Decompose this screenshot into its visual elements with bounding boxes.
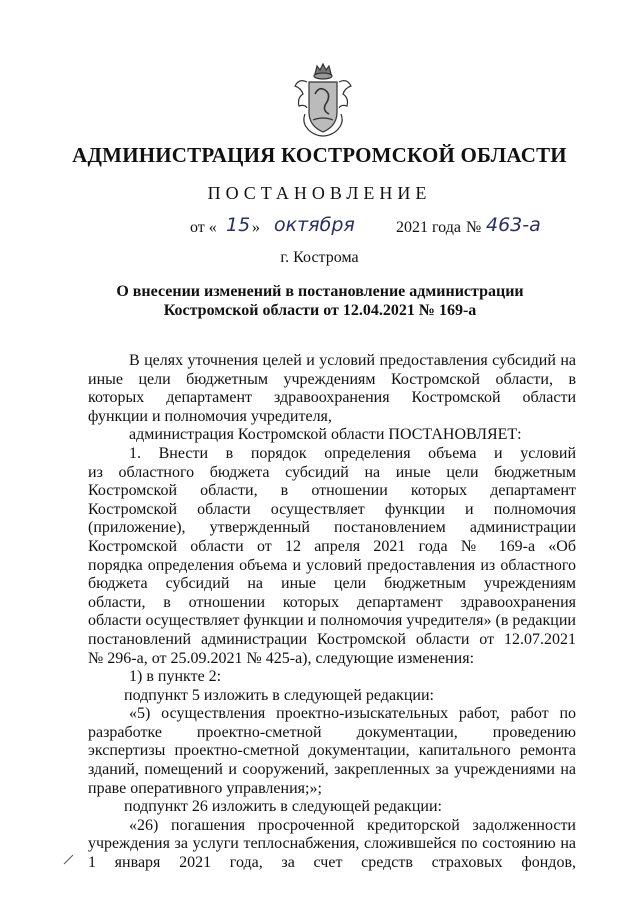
- body-line: учреждения за услуги теплоснабжения, сложившейся по состоянию на: [88, 835, 576, 853]
- body-line: Костромской области, в отношении которых департамент: [88, 482, 576, 500]
- body-line: из областного бюджета субсидий на иные цели бюджетным: [88, 463, 576, 481]
- subject-line: О внесении изменений в постановление администрации: [116, 283, 524, 300]
- body-line: экспертизы проектно-сметной документации, капитального ремонта: [88, 742, 576, 760]
- body-line: которых департамент здравоохранения Костромской области: [88, 389, 576, 407]
- body-line: иные цели бюджетным учреждениям Костромской области, в: [88, 370, 576, 388]
- body-line: «5) осуществления проектно-изыскательных работ, работ по: [129, 705, 576, 723]
- body-line: 1. Внести в порядок определения объема и условий: [129, 444, 576, 462]
- body-line: подпункт 5 изложить в следующей редакции:: [124, 686, 434, 704]
- body-line: зданий, помещений и сооружений, закрепленных за учреждениями на: [88, 761, 576, 779]
- body-line: разработке проектно-сметной документации, проведению: [88, 723, 576, 741]
- body-line: порядка определения объема и условий предоставления из областного: [88, 556, 576, 574]
- coat-of-arms-emblem: [291, 60, 355, 142]
- body-line: администрация Костромской области ПОСТАНОВЛЯЕТ:: [129, 426, 522, 444]
- document-subject: [100, 282, 540, 320]
- body-line: области, в отношении которых департамент здравоохранения: [88, 593, 576, 611]
- body-line: 1 января 2021 года, за счет средств страховых фондов,: [88, 854, 576, 872]
- date-mid: »: [252, 219, 260, 236]
- subject-line: Костромской области от 12.04.2021 № 169-а: [163, 302, 477, 319]
- number-sign: №: [466, 219, 482, 236]
- body-line: области осуществляет функции и полномочия учредителя» (в редакции: [88, 612, 576, 630]
- document-number-handwritten: 463-а: [486, 214, 541, 236]
- body-line: Костромской области от 12 апреля 2021 года № 169-а «Об: [88, 537, 576, 555]
- body-line: постановлений администрации Костромской области от 12.07.2021: [88, 630, 576, 648]
- body-line: (приложение), утвержденный постановлением администрации: [88, 519, 576, 537]
- date-prefix: от «: [190, 219, 217, 236]
- date-month-handwritten: октября: [274, 214, 355, 236]
- date-year: 2021 года: [396, 219, 461, 236]
- body-line: № 296-а, от 25.09.2021 № 425-а), следующие изменения:: [88, 649, 475, 667]
- body-line: 1) в пункте 2:: [129, 668, 222, 686]
- body-line: «26) погашения просроченной кредиторской задолженности: [129, 816, 576, 834]
- body-line: праве оперативного управления;»;: [88, 779, 322, 797]
- body-line: В целях уточнения целей и условий предоставления субсидий на: [129, 352, 576, 369]
- body-line: бюджета субсидий на иные цели бюджетным учреждениям: [88, 575, 576, 593]
- body-line: подпункт 26 изложить в следующей редакции:: [124, 798, 442, 816]
- body-line: Костромской области осуществляет функции и полномочия: [88, 500, 576, 518]
- document-type: ПОСТАНОВЛЕНИЕ: [207, 183, 432, 203]
- date-day-handwritten: 15: [226, 214, 251, 236]
- agency-title: АДМИНИСТРАЦИЯ КОСТРОМСКОЙ ОБЛАСТИ: [72, 143, 567, 167]
- document-body: [88, 352, 576, 873]
- date-number-line: [190, 214, 570, 242]
- body-line: функции и полномочия учредителя,: [88, 407, 332, 425]
- city-line: г. Кострома: [280, 249, 359, 266]
- pen-mark-icon: [62, 852, 76, 866]
